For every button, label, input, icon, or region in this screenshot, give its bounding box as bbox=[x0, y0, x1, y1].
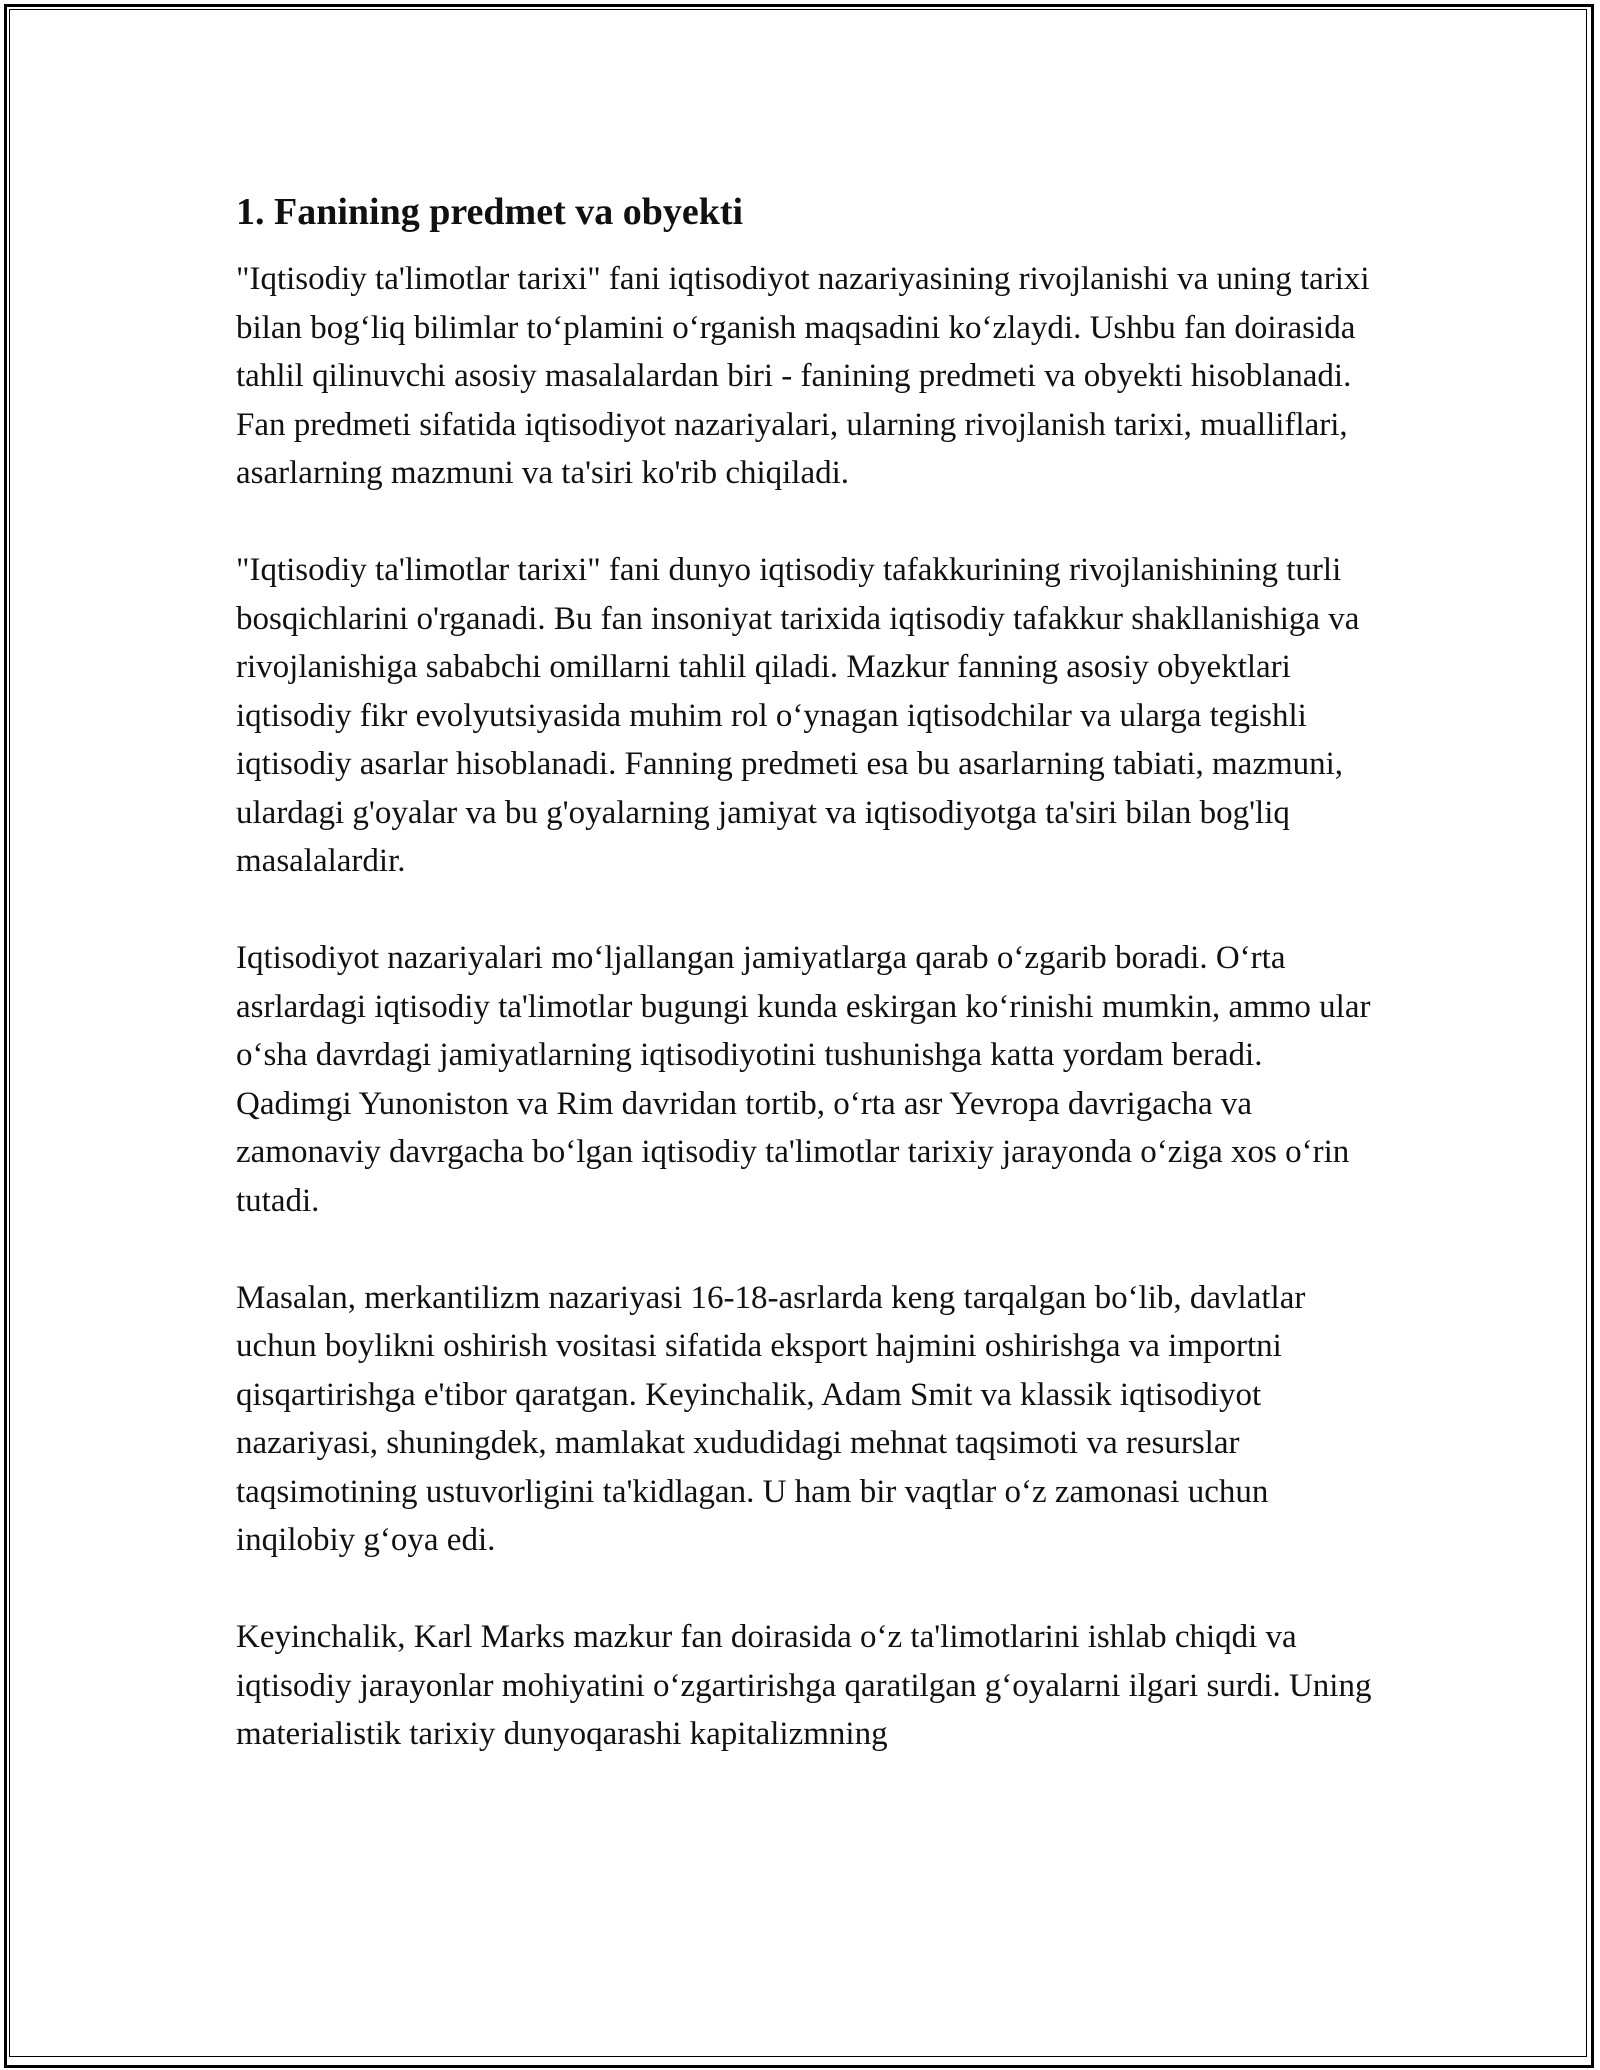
paragraph-5: Keyinchalik, Karl Marks mazkur fan doirasida o‘z ta'limotlarini ishlab chiqdi va iqtisodiy jarayonlar mohiyatini o‘zgartirishga qaratilgan g‘oyalarni ilgari surdi. Uning materialistik tarixiy dunyoqarashi kapitalizmning bbox=[236, 1619, 1372, 1752]
document-body bbox=[236, 186, 1376, 1807]
paragraph-4: Masalan, merkantilizm nazariyasi 16-18-asrlarda keng tarqalgan bo‘lib, davlatlar uchun boylikni oshirish vositasi sifatida eksport hajmini oshirishga va importni qisqartirishga e'tibor qaratgan. Keyinchalik, Adam Smit va klassik iqtisodiyot nazariyasi, shuningdek, mamlakat xududidagi mehnat taqsimoti va resurslar taqsimotining ustuvorligini ta'kidlagan. U ham bir vaqtlar o‘z zamonasi uchun inqilobiy g‘oya edi. bbox=[236, 1279, 1306, 1558]
section-heading: 1. Fanining predmet va obyekti bbox=[236, 191, 744, 233]
paragraph-1: "Iqtisodiy ta'limotlar tarixi" fani iqtisodiyot nazariyasining rivojlanishi va uning tarixi bilan bog‘liq bilimlar to‘plamini o‘rganish maqsadini ko‘zlaydi. Ushbu fan doirasida tahlil qilinuvchi asosiy masalalardan biri - fanining predmeti va obyekti hisoblanadi. Fan predmeti sifatida iqtisodiyot nazariyalari, ularning rivojlanish tarixi, mualliflari, asarlarning mazmuni va ta'siri ko'rib chiqiladi. bbox=[236, 261, 1370, 491]
paragraph-2: "Iqtisodiy ta'limotlar tarixi" fani dunyo iqtisodiy tafakkurining rivojlanishining turli bosqichlarini o'rganadi. Bu fan insoniyat tarixida iqtisodiy tafakkur shakllanishiga va rivojlanishiga sababchi omillarni tahlil qiladi. Mazkur fanning asosiy obyektlari iqtisodiy fikr evolyutsiyasida muhim rol o‘ynagan iqtisodchilar va ularga tegishli iqtisodiy asarlar hisoblanadi. Fanning predmeti esa bu asarlarning tabiati, mazmuni, ulardagi g'oyalar va bu g'oyalarning jamiyat va iqtisodiyotga ta'siri bilan bog'liq masalalardir. bbox=[236, 552, 1360, 879]
paragraph-3: Iqtisodiyot nazariyalari mo‘ljallangan jamiyatlarga qarab o‘zgarib boradi. O‘rta asrlardagi iqtisodiy ta'limotlar bugungi kunda eskirgan ko‘rinishi mumkin, ammo ular o‘sha davrdagi jamiyatlarning iqtisodiyotini tushunishga katta yordam beradi. Qadimgi Yunoniston va Rim davridan tortib, o‘rta asr Yevropa davrigacha va zamonaviy davrgacha bo‘lgan iqtisodiy ta'limotlar tarixiy jarayonda o‘ziga xos o‘rin tutadi. bbox=[236, 940, 1371, 1219]
